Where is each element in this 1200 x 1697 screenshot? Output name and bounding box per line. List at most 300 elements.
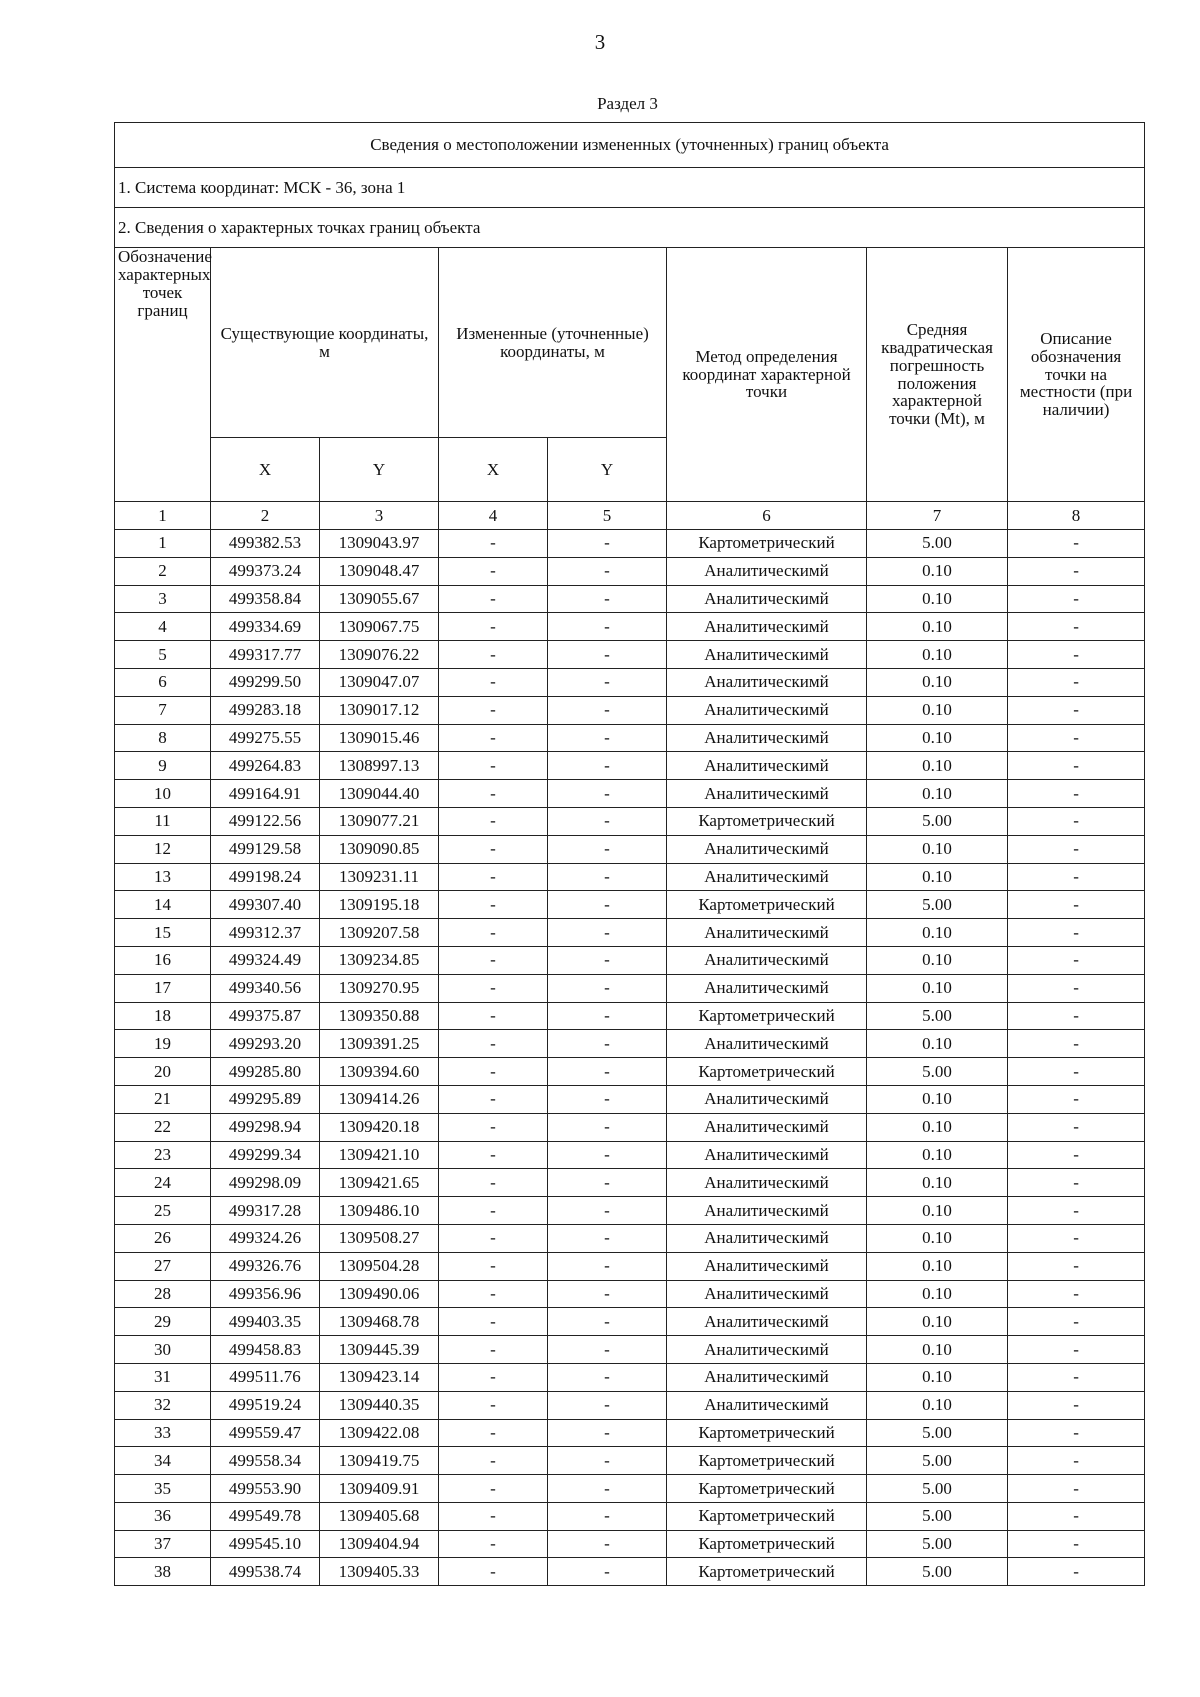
table-cell: - — [1008, 807, 1145, 835]
table-cell: 1309076.22 — [320, 641, 439, 669]
header-description: Описание обозначения точки на местности (при наличии) — [1008, 248, 1145, 502]
table-cell: - — [1008, 1141, 1145, 1169]
table-cell: Аналитическимй — [667, 1085, 867, 1113]
table-cell: 499317.28 — [211, 1197, 320, 1225]
table-cell: Аналитическимй — [667, 946, 867, 974]
table-cell: - — [548, 1169, 667, 1197]
table-row — [115, 530, 1145, 558]
table-cell: 1309504.28 — [320, 1252, 439, 1280]
table-cell: - — [548, 613, 667, 641]
table-cell: Картометрический — [667, 1002, 867, 1030]
table-row — [115, 974, 1145, 1002]
table-cell: 499549.78 — [211, 1502, 320, 1530]
table-cell: 499299.50 — [211, 668, 320, 696]
table-cell: 499293.20 — [211, 1030, 320, 1058]
points-title-row — [115, 208, 1145, 248]
table-cell: 1309468.78 — [320, 1308, 439, 1336]
table-cell: 11 — [115, 807, 211, 835]
table-cell: 5.00 — [867, 1475, 1008, 1503]
table-cell: 0.10 — [867, 1197, 1008, 1225]
table-cell: - — [1008, 974, 1145, 1002]
table-cell: 10 — [115, 780, 211, 808]
table-cell: - — [1008, 1558, 1145, 1586]
table-cell: 499340.56 — [211, 974, 320, 1002]
table-cell: 6 — [115, 668, 211, 696]
table-cell: - — [1008, 780, 1145, 808]
table-cell: - — [439, 724, 548, 752]
table-cell: 15 — [115, 919, 211, 947]
table-cell: Аналитическимй — [667, 724, 867, 752]
table-row — [115, 1030, 1145, 1058]
table-cell: 37 — [115, 1530, 211, 1558]
table-cell: 499283.18 — [211, 696, 320, 724]
table-cell: 1309234.85 — [320, 946, 439, 974]
table-cell: - — [1008, 585, 1145, 613]
table-cell: Аналитическимй — [667, 1030, 867, 1058]
table-cell: Аналитическимй — [667, 1141, 867, 1169]
table-cell: Аналитическимй — [667, 974, 867, 1002]
table-cell: 0.10 — [867, 1336, 1008, 1364]
table-cell: - — [1008, 1113, 1145, 1141]
table-cell: Картометрический — [667, 1475, 867, 1503]
table-cell: 1309090.85 — [320, 835, 439, 863]
table-cell: 25 — [115, 1197, 211, 1225]
table-row — [115, 641, 1145, 669]
table-cell: Аналитическимй — [667, 1224, 867, 1252]
table-cell: 8 — [115, 724, 211, 752]
table-cell: 5.00 — [867, 891, 1008, 919]
table-row — [115, 1391, 1145, 1419]
table-cell: 9 — [115, 752, 211, 780]
table-cell: 0.10 — [867, 1113, 1008, 1141]
header-existing-x: X — [211, 438, 320, 502]
table-cell: - — [548, 1252, 667, 1280]
table-cell: 30 — [115, 1336, 211, 1364]
table-cell: 499375.87 — [211, 1002, 320, 1030]
table-cell: - — [439, 1002, 548, 1030]
table-cell: - — [439, 1558, 548, 1586]
table-row — [115, 668, 1145, 696]
table-cell: 1309350.88 — [320, 1002, 439, 1030]
table-cell: 499129.58 — [211, 835, 320, 863]
table-cell: Аналитическимй — [667, 863, 867, 891]
table-cell: - — [1008, 1419, 1145, 1447]
table-cell: - — [548, 1113, 667, 1141]
table-cell: 1308997.13 — [320, 752, 439, 780]
table-cell: - — [439, 1363, 548, 1391]
table-cell: Аналитическимй — [667, 835, 867, 863]
table-cell: - — [439, 1252, 548, 1280]
table-row — [115, 1085, 1145, 1113]
table-cell: 499559.47 — [211, 1419, 320, 1447]
table-cell: 1309508.27 — [320, 1224, 439, 1252]
table-row — [115, 807, 1145, 835]
table-cell: - — [439, 613, 548, 641]
table-cell: 5.00 — [867, 530, 1008, 558]
table-cell: Картометрический — [667, 1530, 867, 1558]
table-cell: Картометрический — [667, 1502, 867, 1530]
table-cell: - — [1008, 1447, 1145, 1475]
table-cell: 0.10 — [867, 1308, 1008, 1336]
table-cell: Аналитическимй — [667, 613, 867, 641]
table-row — [115, 919, 1145, 947]
table-cell: 17 — [115, 974, 211, 1002]
table-cell: 0.10 — [867, 1085, 1008, 1113]
table-row — [115, 557, 1145, 585]
table-cell: 1309207.58 — [320, 919, 439, 947]
table-cell: - — [548, 1558, 667, 1586]
table-row — [115, 724, 1145, 752]
table-cell: 499299.34 — [211, 1141, 320, 1169]
table-cell: - — [439, 1502, 548, 1530]
table-cell: 0.10 — [867, 835, 1008, 863]
table-cell: Аналитическимй — [667, 1280, 867, 1308]
table-cell: 499358.84 — [211, 585, 320, 613]
table-cell: - — [548, 835, 667, 863]
table-cell: - — [439, 1113, 548, 1141]
table-cell: 27 — [115, 1252, 211, 1280]
table-cell: 499356.96 — [211, 1280, 320, 1308]
table-row — [115, 946, 1145, 974]
table-cell: 0.10 — [867, 668, 1008, 696]
table-cell: 35 — [115, 1475, 211, 1503]
table-cell: - — [548, 919, 667, 947]
table-cell: - — [1008, 1085, 1145, 1113]
table-cell: 0.10 — [867, 1169, 1008, 1197]
table-cell: - — [439, 1169, 548, 1197]
table-row — [115, 1308, 1145, 1336]
table-row — [115, 891, 1145, 919]
table-cell: - — [548, 1447, 667, 1475]
table-cell: 499458.83 — [211, 1336, 320, 1364]
table-cell: 12 — [115, 835, 211, 863]
table-cell: 499553.90 — [211, 1475, 320, 1503]
table-cell: 0.10 — [867, 641, 1008, 669]
table-cell: - — [1008, 1502, 1145, 1530]
table-cell: Картометрический — [667, 1447, 867, 1475]
table-cell: Аналитическимй — [667, 585, 867, 613]
table-cell: 1309445.39 — [320, 1336, 439, 1364]
table-cell: 26 — [115, 1224, 211, 1252]
table-row — [115, 1363, 1145, 1391]
table-cell: 5.00 — [867, 1002, 1008, 1030]
table-cell: - — [439, 557, 548, 585]
coord-system: 1. Система координат: МСК - 36, зона 1 — [115, 168, 1145, 208]
table-cell: - — [439, 1447, 548, 1475]
table-row — [115, 1252, 1145, 1280]
table-row — [115, 1475, 1145, 1503]
table-cell: 0.10 — [867, 1280, 1008, 1308]
table-cell: - — [1008, 1363, 1145, 1391]
table-cell: - — [439, 1197, 548, 1225]
table-cell: Аналитическимй — [667, 780, 867, 808]
table-title-row — [115, 123, 1145, 168]
table-cell: 0.10 — [867, 974, 1008, 1002]
table-cell: - — [439, 530, 548, 558]
table-cell: Аналитическимй — [667, 1197, 867, 1225]
table-cell: - — [1008, 863, 1145, 891]
section-title: Раздел 3 — [597, 94, 658, 113]
table-cell: - — [548, 668, 667, 696]
table-cell: - — [1008, 1475, 1145, 1503]
table-cell: - — [1008, 1030, 1145, 1058]
table-cell: 1309405.33 — [320, 1558, 439, 1586]
table-cell: - — [548, 1419, 667, 1447]
table-title: Сведения о местоположении измененных (уточненных) границ объекта — [115, 123, 1145, 168]
table-cell: - — [439, 1085, 548, 1113]
table-row — [115, 1002, 1145, 1030]
table-cell: 5.00 — [867, 1502, 1008, 1530]
table-cell: 499334.69 — [211, 613, 320, 641]
table-cell: - — [439, 1475, 548, 1503]
table-row — [115, 1224, 1145, 1252]
table-cell: - — [439, 585, 548, 613]
header-existing-y: Y — [320, 438, 439, 502]
table-cell: - — [1008, 752, 1145, 780]
table-cell: 1309044.40 — [320, 780, 439, 808]
table-cell: 0.10 — [867, 585, 1008, 613]
table-cell: - — [1008, 696, 1145, 724]
table-row — [115, 1530, 1145, 1558]
table-cell: 21 — [115, 1085, 211, 1113]
table-cell: 34 — [115, 1447, 211, 1475]
header-mean-error: Средняя квадратическая погрешность положения характерной точки (Mt), м — [867, 248, 1008, 502]
table-cell: 0.10 — [867, 863, 1008, 891]
table-cell: 499373.24 — [211, 557, 320, 585]
table-row — [115, 1058, 1145, 1086]
column-number: 2 — [211, 502, 320, 530]
table-cell: Аналитическимй — [667, 752, 867, 780]
table-cell: - — [548, 1502, 667, 1530]
table-cell: - — [1008, 1308, 1145, 1336]
table-cell: 18 — [115, 1002, 211, 1030]
table-cell: - — [439, 1224, 548, 1252]
table-cell: 499275.55 — [211, 724, 320, 752]
table-cell: 0.10 — [867, 946, 1008, 974]
table-cell: - — [548, 1058, 667, 1086]
table-cell: - — [439, 1141, 548, 1169]
table-cell: 24 — [115, 1169, 211, 1197]
table-cell: Аналитическимй — [667, 919, 867, 947]
table-cell: 1309231.11 — [320, 863, 439, 891]
table-cell: 0.10 — [867, 919, 1008, 947]
table-cell: - — [1008, 891, 1145, 919]
table-cell: 0.10 — [867, 1141, 1008, 1169]
table-cell: 23 — [115, 1141, 211, 1169]
column-numbers-row — [115, 502, 1145, 530]
table-cell: - — [439, 668, 548, 696]
table-row — [115, 1197, 1145, 1225]
header-row — [115, 248, 1145, 438]
table-row — [115, 863, 1145, 891]
table-cell: 36 — [115, 1502, 211, 1530]
table-row — [115, 613, 1145, 641]
header-changed-x: X — [439, 438, 548, 502]
table-cell: 0.10 — [867, 724, 1008, 752]
table-cell: 5.00 — [867, 1419, 1008, 1447]
table-cell: 1309048.47 — [320, 557, 439, 585]
table-cell: - — [439, 891, 548, 919]
table-cell: 499403.35 — [211, 1308, 320, 1336]
table-cell: 499164.91 — [211, 780, 320, 808]
column-number: 6 — [667, 502, 867, 530]
table-cell: - — [439, 835, 548, 863]
table-cell: - — [439, 1308, 548, 1336]
table-cell: - — [548, 1002, 667, 1030]
table-cell: 1309414.26 — [320, 1085, 439, 1113]
column-number: 1 — [115, 502, 211, 530]
table-cell: Аналитическимй — [667, 1336, 867, 1364]
table-cell: 0.10 — [867, 1391, 1008, 1419]
table-cell: 28 — [115, 1280, 211, 1308]
table-cell: 32 — [115, 1391, 211, 1419]
table-cell: 22 — [115, 1113, 211, 1141]
table-cell: 1309391.25 — [320, 1030, 439, 1058]
table-cell: 1309270.95 — [320, 974, 439, 1002]
table-cell: 499326.76 — [211, 1252, 320, 1280]
table-cell: - — [439, 1280, 548, 1308]
table-cell: Аналитическимй — [667, 1169, 867, 1197]
table-cell: 20 — [115, 1058, 211, 1086]
column-number: 4 — [439, 502, 548, 530]
table-cell: - — [548, 1475, 667, 1503]
table-cell: - — [548, 1336, 667, 1364]
table-cell: - — [439, 1530, 548, 1558]
table-cell: - — [1008, 613, 1145, 641]
table-cell: - — [1008, 919, 1145, 947]
table-cell: - — [1008, 1002, 1145, 1030]
table-cell: 499264.83 — [211, 752, 320, 780]
table-cell: - — [439, 1391, 548, 1419]
table-cell: 1309490.06 — [320, 1280, 439, 1308]
table-cell: - — [439, 1058, 548, 1086]
table-cell: - — [1008, 724, 1145, 752]
column-number: 5 — [548, 502, 667, 530]
table-cell: 5.00 — [867, 807, 1008, 835]
table-cell: - — [1008, 1058, 1145, 1086]
table-row — [115, 835, 1145, 863]
table-cell: - — [548, 1085, 667, 1113]
table-row — [115, 1113, 1145, 1141]
table-cell: 2 — [115, 557, 211, 585]
table-cell: 0.10 — [867, 1030, 1008, 1058]
table-cell: 1309017.12 — [320, 696, 439, 724]
table-cell: Картометрический — [667, 891, 867, 919]
table-cell: - — [1008, 530, 1145, 558]
table-row — [115, 1502, 1145, 1530]
table-cell: Картометрический — [667, 1419, 867, 1447]
table-cell: 1309420.18 — [320, 1113, 439, 1141]
table-cell: - — [1008, 1252, 1145, 1280]
table-cell: 1309422.08 — [320, 1419, 439, 1447]
table-cell: - — [1008, 1391, 1145, 1419]
table-cell: - — [548, 1141, 667, 1169]
table-cell: 499312.37 — [211, 919, 320, 947]
table-cell: 499298.09 — [211, 1169, 320, 1197]
table-cell: - — [439, 974, 548, 1002]
table-cell: 1309195.18 — [320, 891, 439, 919]
table-cell: - — [439, 863, 548, 891]
table-row — [115, 1419, 1145, 1447]
table-cell: - — [548, 585, 667, 613]
table-cell: 38 — [115, 1558, 211, 1586]
table-cell: 0.10 — [867, 557, 1008, 585]
table-cell: - — [439, 780, 548, 808]
table-cell: - — [548, 724, 667, 752]
table-cell: Аналитическимй — [667, 1363, 867, 1391]
table-cell: 499519.24 — [211, 1391, 320, 1419]
table-cell: 1309409.91 — [320, 1475, 439, 1503]
table-cell: 7 — [115, 696, 211, 724]
table-cell: - — [439, 919, 548, 947]
table-cell: 1309015.46 — [320, 724, 439, 752]
table-cell: 0.10 — [867, 1252, 1008, 1280]
table-cell: - — [439, 946, 548, 974]
table-cell: Картометрический — [667, 530, 867, 558]
table-cell: - — [1008, 557, 1145, 585]
table-cell: - — [1008, 946, 1145, 974]
table-cell: 499538.74 — [211, 1558, 320, 1586]
column-number: 7 — [867, 502, 1008, 530]
table-cell: Аналитическимй — [667, 641, 867, 669]
table-cell: 1309423.14 — [320, 1363, 439, 1391]
table-cell: 499382.53 — [211, 530, 320, 558]
table-cell: - — [548, 780, 667, 808]
table-cell: 1309043.97 — [320, 530, 439, 558]
table-cell: - — [548, 1308, 667, 1336]
table-cell: - — [548, 863, 667, 891]
table-cell: - — [548, 1197, 667, 1225]
table-row — [115, 1280, 1145, 1308]
table-cell: - — [548, 807, 667, 835]
table-cell: 1309421.10 — [320, 1141, 439, 1169]
header-method: Метод определения координат характерной точки — [667, 248, 867, 502]
table-cell: - — [439, 696, 548, 724]
table-cell: - — [1008, 1336, 1145, 1364]
table-cell: 499307.40 — [211, 891, 320, 919]
table-cell: 31 — [115, 1363, 211, 1391]
table-cell: 19 — [115, 1030, 211, 1058]
table-row — [115, 1558, 1145, 1586]
table-cell: 14 — [115, 891, 211, 919]
table-cell: 5.00 — [867, 1530, 1008, 1558]
table-cell: - — [548, 1030, 667, 1058]
table-row — [115, 1141, 1145, 1169]
column-number: 8 — [1008, 502, 1145, 530]
header-point-designation: Обозначение характерных точек границ — [115, 248, 211, 502]
table-cell: - — [439, 752, 548, 780]
table-cell: 499511.76 — [211, 1363, 320, 1391]
table-cell: - — [548, 1530, 667, 1558]
table-cell: 0.10 — [867, 1363, 1008, 1391]
table-cell: 3 — [115, 585, 211, 613]
table-cell: 499295.89 — [211, 1085, 320, 1113]
table-cell: - — [548, 557, 667, 585]
header-changed-coords: Измененные (уточненные) координаты, м — [439, 248, 667, 438]
table-cell: 1309486.10 — [320, 1197, 439, 1225]
table-cell: - — [548, 641, 667, 669]
points-title: 2. Сведения о характерных точках границ объекта — [115, 208, 1145, 248]
table-cell: 499545.10 — [211, 1530, 320, 1558]
table-cell: - — [439, 1030, 548, 1058]
table-row — [115, 780, 1145, 808]
table-cell: - — [439, 807, 548, 835]
table-cell: 0.10 — [867, 696, 1008, 724]
table-cell: 499285.80 — [211, 1058, 320, 1086]
table-cell: 1309440.35 — [320, 1391, 439, 1419]
table-cell: - — [548, 696, 667, 724]
table-cell: Картометрический — [667, 1058, 867, 1086]
